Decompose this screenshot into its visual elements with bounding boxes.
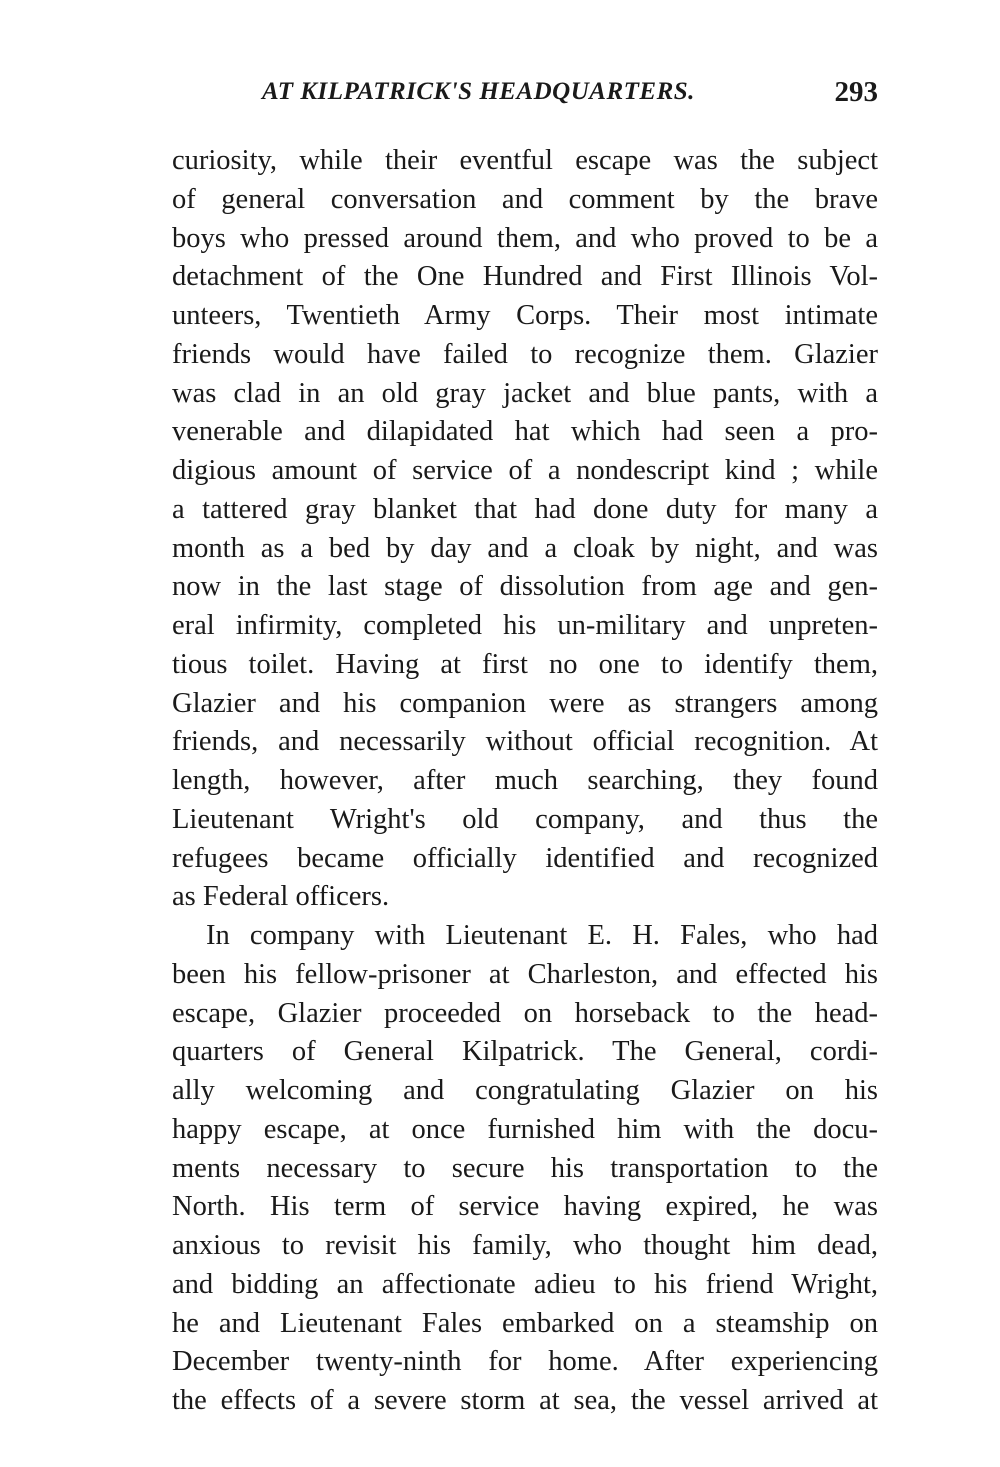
text-line: friends would have failed to recognize them. Glazier xyxy=(172,338,878,370)
text-line: detachment of the One Hundred and First Illinois Vol- xyxy=(172,261,878,293)
text-line: eral infirmity, completed his un-military and unpreten- xyxy=(172,610,878,641)
text-line: Glazier and his companion were as strangers among xyxy=(172,687,878,719)
page-body xyxy=(172,142,878,1421)
text-line: unteers, Twentieth Army Corps. Their most intimate xyxy=(172,300,878,331)
page-number: 293 xyxy=(834,76,878,108)
paragraph xyxy=(172,917,878,1421)
text-line: North. His term of service having expired, he was xyxy=(172,1191,878,1223)
running-title: AT KILPATRICK'S HEADQUARTERS. xyxy=(262,78,695,105)
text-line: been his fellow-prisoner at Charleston, and effected his xyxy=(172,958,878,990)
text-line: refugees became officially identified and recognized xyxy=(172,842,878,874)
text-line: friends, and necessarily without official recognition. At xyxy=(172,726,878,758)
page-header xyxy=(262,78,878,118)
text-line: happy escape, at once furnished him with the docu- xyxy=(172,1113,878,1145)
text-line: boys who pressed around them, and who proved to be a xyxy=(172,222,878,254)
text-line: ally welcoming and congratulating Glazier on his xyxy=(172,1075,878,1106)
text-line: venerable and dilapidated hat which had seen a pro- xyxy=(172,416,878,448)
text-line: quarters of General Kilpatrick. The General, cordi- xyxy=(172,1036,878,1068)
text-line: Lieutenant Wright's old company, and thus the xyxy=(172,803,878,835)
text-line: the effects of a severe storm at sea, the vessel arrived at xyxy=(172,1385,878,1416)
text-line: now in the last stage of dissolution from age and gen- xyxy=(172,571,878,603)
text-line: anxious to revisit his family, who thought him dead, xyxy=(172,1230,878,1261)
text-line: In company with Lieutenant E. H. Fales, who had xyxy=(206,920,878,951)
text-line: as Federal officers. xyxy=(172,881,390,913)
text-line: length, however, after much searching, they found xyxy=(172,765,878,796)
text-line: was clad in an old gray jacket and blue pants, with a xyxy=(172,377,878,409)
text-line: curiosity, while their eventful escape was the subject xyxy=(172,145,878,176)
text-line: tious toilet. Having at first no one to identify them, xyxy=(172,648,878,680)
text-line: digious amount of service of a nondescript kind ; while xyxy=(172,455,878,486)
text-line: ments necessary to secure his transportation to the xyxy=(172,1152,878,1184)
text-line: December twenty-ninth for home. After experiencing xyxy=(172,1346,878,1378)
text-line: a tattered gray blanket that had done duty for many a xyxy=(172,493,878,525)
text-line: of general conversation and comment by the brave xyxy=(172,183,878,215)
text-line: and bidding an affectionate adieu to his friend Wright, xyxy=(172,1268,878,1300)
text-line: month as a bed by day and a cloak by night, and was xyxy=(172,532,878,564)
paragraph xyxy=(172,142,878,917)
text-line: he and Lieutenant Fales embarked on a steamship on xyxy=(172,1307,878,1339)
text-line: escape, Glazier proceeded on horseback to the head- xyxy=(172,997,878,1029)
